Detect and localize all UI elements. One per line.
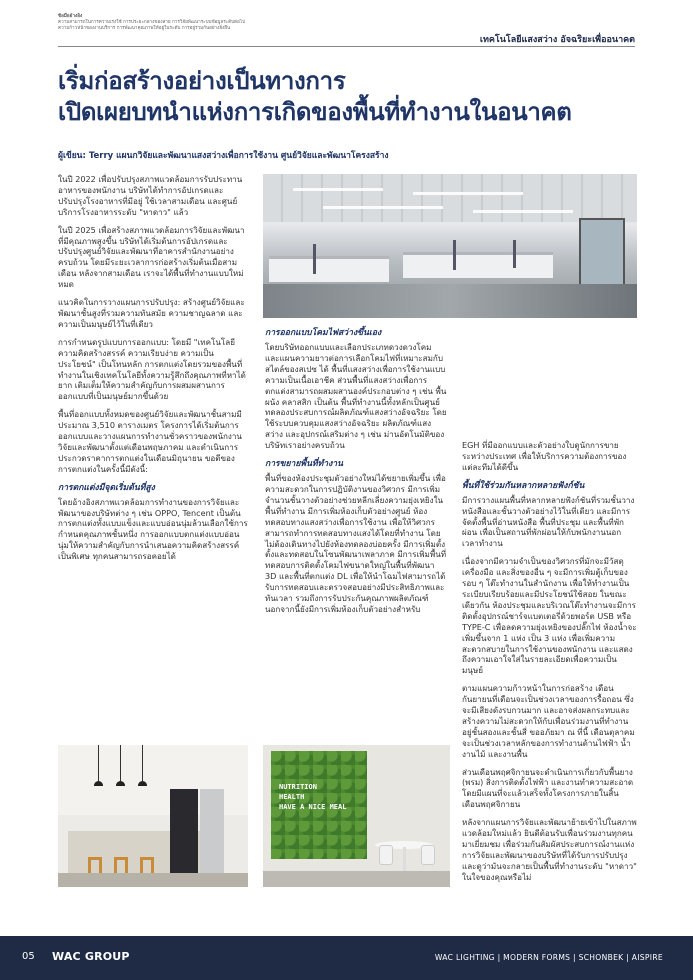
column-2 xyxy=(265,322,447,622)
paragraph: โดยอ้างอิงสภาพแวดล้อมการทำงานของการวิจัยและพัฒนาของบริษัทต่าง ๆ เช่น OPPO, Tencent เป็นต้น การตกแต่งทั้งแบบแข็งและแบบอ่อนนุ่มล้วนเลือกใช้การกำหนดคุณภาพชั้นหนึ่ง การออกแบบตกแต่งแบบอ่อนนุ่มให้ความสำคัญกับการนำเสนอความคิดสร้างสรรค์เป็นพิเศษ ทุกคนสามารถรอคอยได้ xyxy=(58,496,248,562)
byline-text: Terry แผนกวิจัยและพัฒนาแสงสว่างเพื่อการใช้งาน ศูนย์วิจัยและพัฒนาโครงสร้าง xyxy=(88,151,389,161)
ceiling-light xyxy=(293,188,383,191)
refrigerator xyxy=(170,789,198,875)
column-3 xyxy=(462,440,637,890)
refrigerator xyxy=(200,789,224,875)
section-heading: การตกแต่งมีจุดเริ่มต้นที่สูง xyxy=(58,482,155,493)
top-note-line: ความก้าวหน้าของงานบริการ การพัฒนาคุณภาพให้อยู่ในระดับ การอยู่ร่วมกันอย่างยั่งยืน xyxy=(58,26,231,32)
office-desk xyxy=(403,252,553,278)
top-note-label: ข้อมืออ้างอิง xyxy=(58,14,83,19)
paragraph: เนื่องจากมีความจำเป็นของวิศวกรที่มักจะมีวัสดุ เครื่องมือ และสิ่งของอื่น ๆ จะมีการเพิ่มตู้เก็บของรอบ ๆ โต๊ะทำงานในสำนักงาน เพื่อให้ทำงานเป็นระเบียบเรียบร้อยและมีประโยชน์ใช้สอย ในขณะเดียวกัน ห้องประชุมและบริเวณโต๊ะทำงานจะมีการติดตั้งอุปกรณ์ชาร์จแบตเตอรี่ด้วยพอร์ต USB หรือ TYPE-C เพื่อลดความยุ่งเหยิงของปลั๊กไฟ ห้องน้ำจะเพิ่มขึ้นจาก 1 แห่ง เป็น 3 แห่ง เพื่อเพิ่มความสะดวกสบายในการใช้งานของพนักงาน และแสดงถึงความเอาใจใส่ในรายละเอียดเพื่อความเป็นมนุษย์ xyxy=(462,556,637,676)
header-tagline: เทคโนโลยีแสงสว่าง อัจฉริยะเพื่ออนาคต xyxy=(479,35,635,45)
article-title xyxy=(58,66,658,128)
section-heading: การขยายพื้นที่ทำงาน xyxy=(265,459,344,470)
paragraph: พื้นที่ของห้องประชุมตัวอย่างใหม่ได้ขยายเพิ่มขึ้น เพื่อความสะดวกในการปฏิบัติงานของวิศวกร มีการเพิ่มจำนวนชั้นวางตัวอย่างช่วยหลีกเลี่ยงความยุ่งเหยิงในพื้นที่ทำงาน มีการเพิ่มห้องเก็บตัวอย่างศูนย์ ห้องทดสอบทางแสงสว่างเพื่อการใช้งาน เพื่อให้วิศวกรสามารถทำการทดสอบทางแสงได้โดยที่ทำงาน โดยไม่ต้องเดินทางไปยังห้องทดลองบ่อยครั้ง มีการเพิ่มตั้งตั้งและทดสอบในโซนพัฒนาเพลาภาค มีการเพิ่มพื้นที่ทดสอบการติดตั้งโคมไฟขนาดใหญ่ในพื้นที่พัฒนา 3D และพื้นที่ตกแต่ง DL เพื่อให้นำโฉมไฟสามารถได้รับการทดสอบและตรวจสอบอย่างมีประสิทธิภาพและทันเวลา รวมถึงการรับประกันคุณภาพผลิตภัณฑ์ นอกจากนี้ยังมีการเพิ่มห้องเก็บตัวอย่างสำหรับ xyxy=(265,473,447,614)
ceiling-light xyxy=(323,206,443,209)
paragraph: ตามแผนความก้าวหน้าในการก่อสร้าง เดือนกันยายนที่เดือนจะเป็นช่วงเวลาของการรื้อถอน ซึ่งจะมีเสียงดังรบกวนมาก และอาจส่งผลกระทบและสร้างความไม่สะดวกให้กับเพื่อนร่วมงานที่ทำงานอยู่ชั้นสองและชั้นสี่ ขออภัยมา ณ ที่นี้ เดือนตุลาคมจะเป็นช่วงเวลาหลักของการทำงานด้านไฟฟ้า น้ำ งานไม้ และงานพื้น xyxy=(462,683,635,759)
paragraph: แนวคิดในการวางแผนการปรับปรุง: สร้างศูนย์วิจัยและพัฒนาชั้นสูงที่รวมความทันสมัย ความชาญฉลาด และความเป็นมนุษย์ไว้ในที่เดียว xyxy=(58,297,245,329)
column-1 xyxy=(58,174,248,569)
table-leg xyxy=(403,847,406,871)
pendant-lamp xyxy=(142,745,143,781)
desk-partition xyxy=(513,240,516,268)
pendant-lamp xyxy=(120,745,121,781)
paragraph: ในปี 2025 เพื่อสร้างสภาพแวดล้อมการวิจัยและพัฒนาที่มีคุณภาพสูงขึ้น บริษัทได้เริ่มต้นการอัปเกรดและปรับปรุงศูนย์วิจัยและพัฒนาที่อาคารสำนักงานอย่างครบถ้วน โดยมีระยะเวลาการก่อสร้างเริ่มต้นเมื่อสามเดือน หลังจากสามเดือน เราจะได้พื้นที่ทำงานแบบใหม่หมด xyxy=(58,224,245,290)
paragraph: ส่วนเดือนพฤศจิกายนจะดำเนินการเกี่ยวกับพื้นยาง (พรม) สิ่งการติดตั้งไฟฟ้า และงานทำความสะอาด โดยมีแผนที่จะแล้วเสร็จทั้งโครงการภายในสิ้นเดือนพฤศจิกายน xyxy=(462,766,634,810)
section-heading: การออกแบบโคมไฟสว่างขึ้นเอง xyxy=(265,328,382,338)
page-number: 05 xyxy=(22,951,35,962)
office-floor xyxy=(263,284,637,318)
office-ceiling xyxy=(263,174,637,222)
lounge-floor xyxy=(263,871,450,887)
section-heading: พื้นที่ใช้ร่วมกันหลากหลายฟังก์ชัน xyxy=(462,480,585,491)
chair xyxy=(421,845,435,865)
top-note xyxy=(58,14,248,33)
green-wall xyxy=(271,751,367,859)
wall-text: NUTRITION xyxy=(279,783,317,791)
desk-partition xyxy=(453,240,456,270)
paragraph: หลังจากแผนการวิจัยและพัฒนาย้ายเข้าไปในสภาพแวดล้อมใหม่แล้ว ยินดีต้อนรับเพื่อนร่วมงานทุกคนมาเยี่ยมชม เพื่อร่วมกันสัมผัสประสบการณ์งานแห่งการวิจัยและพัฒนาของบริษัทที่ได้รับการปรับปรุงและดูว่ามันจะกลายเป็นพื้นที่ทำงานระดับ "หาดาว" ในใจของคุณหรือไม่ xyxy=(462,817,637,882)
office-photo xyxy=(263,174,637,318)
paragraph: การกำหนดรูปแบบการออกแบบ: โดยมี "เทคโนโลยี ความคิดสร้างสรรค์ ความเรียบง่าย ความเป็นประโยชน์" เป็นโทนหลัก การตกแต่งโดยรวมของพื้นที่ทำงานในเชิงเทคโนโลยีทั้งความรู้สึกถึงคุณภาพที่หาได้ยาก เติมเต็มให้ความสำคัญกับการผสมผสานการออกแบบที่เป็นมนุษย์มากขึ้นด้วย xyxy=(58,336,246,402)
glass-room xyxy=(579,218,625,288)
footer-brand: WAC GROUP xyxy=(52,950,130,963)
title-line-1: เริ่มก่อสร้างอย่างเป็นทางการ xyxy=(58,67,346,95)
title-line-2: เปิดเผยบทนำแห่งการเกิดของพื้นที่ทำงานในอนาคต xyxy=(58,98,572,126)
green-wall-photo xyxy=(263,745,450,887)
office-desk xyxy=(269,256,389,282)
paragraph: พื้นที่ออกแบบทั้งหมดของศูนย์วิจัยและพัฒนาชั้นสามมีประมาณ 3,510 ตารางเมตร โครงการได้เริ่มต้นการออกแบบและวางแผนการทำงานชั่วคราวของพนักงานวิจัยและพัฒนาตั้งแต่เดือนพฤษภาคม และดำเนินการประกวดราคาการตกแต่งในเดือนมิถุนายน ขอดีของการตกแต่งในครั้งนี้มีดังนี้: xyxy=(58,409,242,474)
chair xyxy=(379,845,393,865)
kitchen-photo xyxy=(58,745,248,887)
byline xyxy=(58,148,658,162)
footer-bar xyxy=(0,936,693,980)
pendant-lamp xyxy=(98,745,99,781)
paragraph: EGH ที่มีออกแบบและตัวอย่างใบดูนักการขายระหว่างประเทศ เพื่อให้บริการความต้องการของแต่ละทีมได้ดีขึ้น xyxy=(462,440,627,472)
ceiling-light xyxy=(473,210,573,213)
wall-text: HEALTH xyxy=(279,793,305,801)
header-divider xyxy=(58,46,635,47)
paragraph: โดยบริษัทออกแบบและเลือกประเภทดวงดวงโคม และแผนความยาวต่อการเลือกโคมไฟที่เหมาะสมกับสไตล์ของสเปซ ได้ พื้นที่แสงสว่างเพื่อการใช้งานแบบความเป็นเนื้อเอาชีค ส่วนพื้นที่แสงสว่างเพื่อการตกแต่งสามารถผสมผสานองค์ประกอบต่าง ๆ เช่น พื้นผนัง คลาสสิก เป็นต้น พื้นที่ทำงานนี้ทั้งหลักเป็นศูนย์ทดลองประสบการณ์ผลิตภัณฑ์แสงสว่างอัจฉริยะ โดยใช้ระบบควบคุมแสงสว่างอัจฉริยะ ผลิตภัณฑ์แสงสว่าง และอุปกรณ์เสริมต่าง ๆ เช่น ม่านอัตโนมัติของบริษัทเราอย่างครบถ้วน xyxy=(265,342,447,451)
kitchen-floor xyxy=(58,873,248,887)
paragraph: ในปี 2022 เพื่อปรับปรุงสภาพแวดล้อมการรับประทานอาหารของพนักงาน บริษัทได้ทำการอัปเกรดและปรับปรุงโรงอาหารที่มีอยู่ ใช้เวลาสามเดือน และศูนย์บริการโรงอาหารระดับ "หาดาว" แล้ว xyxy=(58,174,243,217)
paragraph: มีการวางแผนพื้นที่หลากหลายฟังก์ชันที่รวมชั้นวางหนังสือและชั้นวางตัวอย่างไว้ในที่เดียว และมีการจัดตั้งพื้นที่อ่านหนังสือ พื้นที่ประชุม และพื้นที่พักผ่อน เพื่อเป็นสถานที่พักผ่อนให้กับพนักงานนอกเวลาทำงาน xyxy=(462,494,635,549)
footer-brand-list: WAC LIGHTING | MODERN FORMS | SCHONBEK | AISPIRE xyxy=(434,953,663,962)
byline-prefix: ผู้เขียน: xyxy=(58,151,86,161)
ceiling-light xyxy=(413,192,523,195)
top-note-line: ความสามารถในการความเร่งใช้ การประยะกลางของสาย การวิจัยพัฒนาระบบข้อมูลระดับต่อไป xyxy=(58,20,246,26)
wall-text: HAVE A NICE MEAL xyxy=(279,803,347,811)
desk-partition xyxy=(313,244,316,274)
